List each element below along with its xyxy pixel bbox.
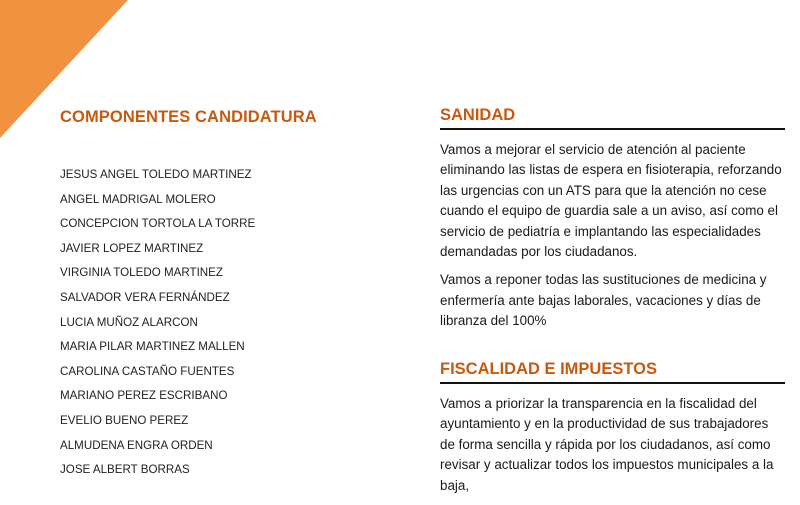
sanidad-section <box>440 104 785 332</box>
fiscalidad-section <box>440 358 785 496</box>
list-item: ALMUDENA ENGRA ORDEN <box>60 438 213 452</box>
list-item: MARIA PILAR MARTINEZ MALLEN <box>60 340 245 354</box>
sanidad-paragraph-1: Vamos a mejorar el servicio de atención al paciente eliminando las listas de espera en fisioterapia, reforzando las urgencias con un ATS para que la atención no cese cuando el equipo de guardia sale a un aviso, así como el servicio de pediatría e implantando las especialidades demandadas por los ciudadanos. <box>440 142 782 260</box>
sanidad-heading: SANIDAD <box>440 104 785 130</box>
sanidad-paragraph-2: Vamos a reponer todas las sustituciones de medicina y enfermería ante bajas laborales, vacaciones y días de libranza del 100% <box>440 272 767 329</box>
candidates-list <box>60 163 390 483</box>
list-item: JOSE ALBERT BORRAS <box>60 463 190 477</box>
candidates-heading: COMPONENTES CANDIDATURA <box>60 108 317 126</box>
list-item: CONCEPCION TORTOLA LA TORRE <box>60 217 256 231</box>
fiscalidad-paragraph-1: Vamos a priorizar la transparencia en la fiscalidad del ayuntamiento y en la productividad de sus trabajadores de forma sencilla y rápida por los ciudadanos, así como revisar y actualizar todos los impuestos municipales a la baja, <box>440 396 774 493</box>
list-item: ANGEL MADRIGAL MOLERO <box>60 192 216 206</box>
fiscalidad-heading: FISCALIDAD E IMPUESTOS <box>440 358 785 384</box>
list-item: MARIANO PEREZ ESCRIBANO <box>60 389 228 403</box>
candidates-column <box>60 108 390 483</box>
list-item: SALVADOR VERA FERNÁNDEZ <box>60 290 230 304</box>
list-item: EVELIO BUENO PEREZ <box>60 413 189 427</box>
list-item: LUCIA MUÑOZ ALARCON <box>60 315 198 329</box>
list-item: JESUS ANGEL TOLEDO MARTINEZ <box>60 168 252 181</box>
list-item: CAROLINA CASTAÑO FUENTES <box>60 364 235 378</box>
list-item: JAVIER LOPEZ MARTINEZ <box>60 241 204 255</box>
list-item: VIRGINIA TOLEDO MARTINEZ <box>60 266 223 280</box>
